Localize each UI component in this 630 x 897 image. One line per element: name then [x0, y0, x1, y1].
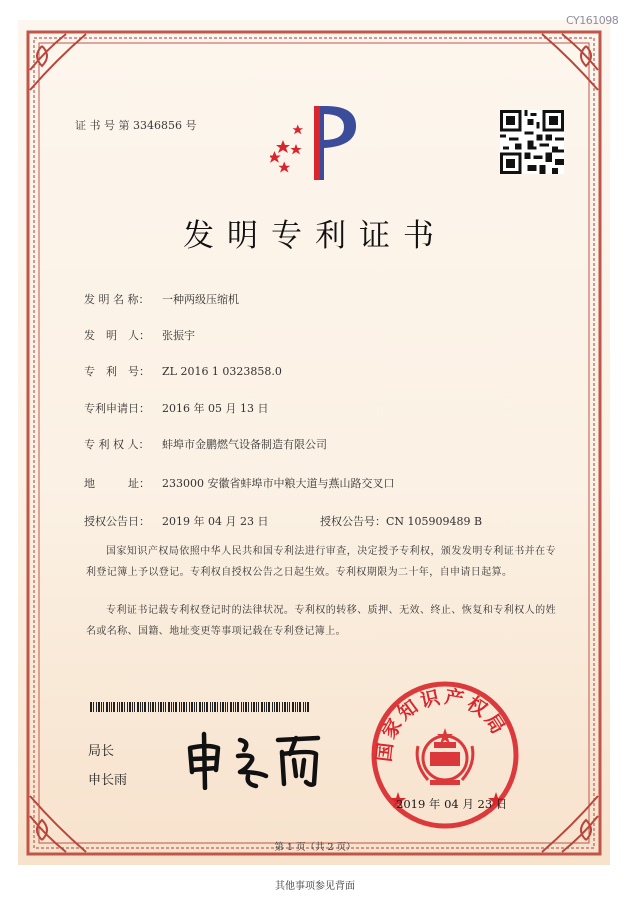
field-invention-name — [84, 291, 239, 307]
field-application-date — [84, 400, 268, 416]
barcode — [90, 702, 312, 712]
field-grant-date — [84, 513, 268, 529]
field-label: 授权公告号： — [320, 515, 386, 528]
footer-note: 其他事项参见背面 — [275, 881, 355, 892]
issue-date: 2019 年 04 月 23 日 — [396, 797, 508, 811]
certificate-number: 证 书 号 第 3346856 号 — [75, 119, 197, 132]
field-label: 专 利 权 人： — [84, 438, 150, 451]
field-inventor — [84, 327, 195, 343]
field-address — [84, 475, 395, 491]
field-patentee — [84, 436, 327, 452]
field-label: 地 址： — [84, 477, 150, 490]
field-value: 一种两级压缩机 — [162, 293, 239, 306]
patent-office-logo — [270, 102, 360, 184]
svg-text:国家知识产权局 — [373, 685, 510, 763]
signatory-title: 局长 — [88, 744, 115, 759]
paragraph-2: 专利证书记载专利权登记时的法律状况。专利权的转移、质押、无效、终止、恢复和专利权人的姓名或名称、国籍、地址变更等事项记载在专利登记簿上。 — [86, 605, 556, 637]
field-value: 张振宇 — [162, 329, 195, 342]
field-value: CN 105909489 B — [386, 515, 483, 528]
seal-text: 国家知识产权局 — [373, 685, 511, 763]
field-label: 发 明 人： — [84, 329, 150, 342]
field-patent-number — [84, 363, 282, 379]
field-value: 2016 年 05 月 13 日 — [162, 402, 269, 415]
field-grant-number — [320, 513, 482, 529]
handwritten-signature — [182, 728, 327, 790]
field-label: 授权公告日： — [84, 515, 150, 528]
paragraph-1: 国家知识产权局依照中华人民共和国专利法进行审查，决定授予专利权，颁发发明专利证书并在专利登记簿上予以登记。专利权自授权公告之日起生效。专利权期限为二十年，自申请日起算。 — [86, 546, 556, 578]
certificate-title: 发明专利证书 — [183, 218, 447, 254]
field-value: ZL 2016 1 0323858.0 — [162, 365, 282, 378]
field-label: 专 利 号： — [84, 365, 150, 378]
field-value: 2019 年 04 月 23 日 — [162, 515, 269, 528]
field-value: 蚌埠市金鹏燃气设备制造有限公司 — [162, 438, 327, 451]
field-label: 专利申请日： — [84, 402, 150, 415]
qr-code — [500, 110, 564, 174]
signatory-name: 申长雨 — [88, 773, 128, 788]
page-indicator: 第 1 页（共 2 页） — [274, 842, 356, 853]
field-label: 发 明 名 称： — [84, 293, 150, 306]
field-value: 233000 安徽省蚌埠市中粮大道与燕山路交叉口 — [162, 477, 395, 490]
handwritten-note: CY161098 — [566, 14, 619, 27]
